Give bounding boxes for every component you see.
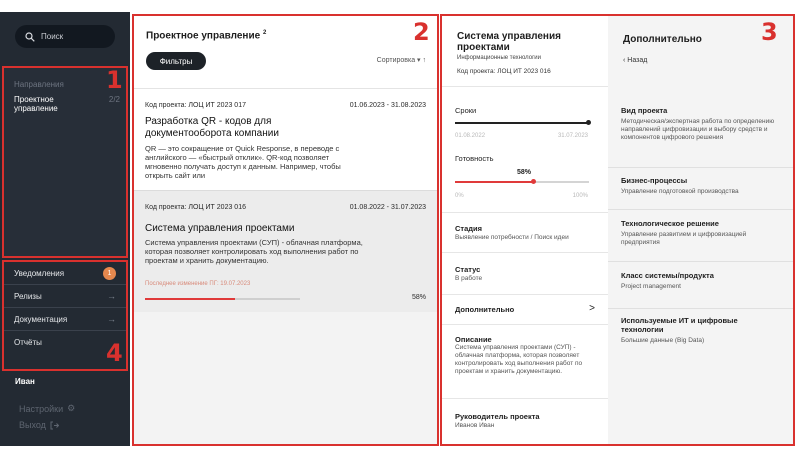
divider [442, 86, 608, 87]
info-heading: Бизнес-процессы [621, 176, 688, 185]
search-icon [25, 32, 35, 42]
divider [442, 252, 608, 253]
readiness-value: 58% [517, 169, 532, 176]
card-progress-bar [145, 298, 300, 300]
chevron-right-icon: > [589, 303, 595, 314]
info-heading: Технологическое решение [621, 219, 719, 228]
sidebar-item-label: Проектное управление [14, 95, 58, 113]
menu-item-label: Отчёты [14, 338, 42, 347]
sidebar-item-count: 2/2 [108, 95, 120, 104]
detail-subtitle: Информационные технологии [457, 55, 541, 61]
annotation-number-4: 4 [106, 339, 123, 367]
readiness-slider[interactable] [455, 181, 589, 183]
info-value: Управление подготовкой производства [621, 188, 739, 195]
project-detail-panel [441, 14, 607, 446]
additional-info-panel [608, 14, 794, 446]
logout-icon [50, 421, 59, 430]
info-heading: Класс системы/продукта [621, 271, 714, 280]
menu-item-label: Уведомления [14, 268, 65, 278]
page-title-text: Проектное управление [146, 30, 261, 42]
card-title: Система управления проектами [145, 223, 295, 234]
annotation-number-2: 2 [413, 18, 430, 46]
info-heading: Используемые ИТ и цифровые технологии [621, 316, 738, 334]
page-title-count: 2 [262, 30, 267, 36]
project-list-panel [133, 14, 438, 446]
arrow-right-icon: → [107, 314, 116, 324]
detail-code: Код проекта: ЛОЦ ИТ 2023 016 [457, 68, 551, 75]
arrow-right-icon: → [107, 291, 116, 301]
deadline-label: Сроки [455, 106, 477, 115]
scale-max: 100% [572, 193, 588, 199]
info-item-business-processes [608, 176, 794, 210]
divider [442, 324, 608, 325]
sidebar-item-project-management[interactable] [14, 95, 120, 113]
info-value: Project management [621, 283, 681, 290]
back-button[interactable]: ‹ Назад [623, 57, 648, 64]
section-label: Направления [14, 80, 64, 89]
gear-icon: ⚙ [67, 403, 76, 413]
extra-title: Дополнительно [623, 34, 702, 45]
logout-label: Выход [19, 420, 46, 430]
settings-label: Настройки [19, 403, 64, 414]
menu-item-documentation[interactable] [4, 308, 126, 331]
card-title: Разработка QR - кодов для документооборота компании [145, 116, 279, 139]
info-item-tech-solution [608, 219, 794, 262]
notification-badge: 1 [103, 267, 116, 280]
info-value: Методическая/экспертная работа по определению направлений цифровизации и выбору средств и компонентов цифрового решения [621, 118, 775, 141]
scale-min: 0% [455, 193, 464, 199]
more-label: Дополнительно [455, 305, 515, 314]
stage-value: Выявление потребности / Поиск идеи [455, 234, 569, 241]
status-value: В работе [455, 275, 483, 282]
menu-item-releases[interactable] [4, 285, 126, 308]
logout-link[interactable] [19, 420, 59, 430]
divider [442, 294, 608, 295]
readiness-label: Готовность [455, 154, 494, 163]
info-value: Большие данные (Big Data) [621, 337, 705, 344]
search-placeholder: Поиск [41, 32, 64, 41]
card-code: Код проекта: ЛОЦ ИТ 2023 017 [145, 102, 246, 109]
card-code: Код проекта: ЛОЦ ИТ 2023 016 [145, 204, 246, 211]
card-dates: 01.08.2022 - 31.07.2023 [349, 204, 426, 211]
sort-dropdown[interactable]: Сортировка ▾ ↑ [376, 57, 426, 64]
page-title [146, 30, 266, 41]
card-progress-percent: 58% [411, 294, 426, 301]
info-item-system-class [608, 271, 794, 309]
card-last-updated: Последнее изменение ПГ: 19.07.2023 [145, 281, 251, 287]
divider [442, 398, 608, 399]
readiness-handle[interactable] [531, 179, 536, 184]
description-value: Система управления проектами (СУП) - облачная платформа, которая позволяет контролировать ход выполнения работ по проектам и хранить документацию. [455, 344, 583, 375]
detail-title: Система управления проектами [457, 31, 561, 53]
card-dates: 01.06.2023 - 31.08.2023 [349, 102, 426, 109]
menu-item-notifications[interactable] [4, 262, 126, 285]
filters-button[interactable]: Фильтры [146, 52, 206, 70]
directions-section [4, 66, 126, 258]
list-header [133, 14, 438, 88]
settings-link[interactable] [19, 403, 75, 414]
description-label: Описание [455, 335, 492, 344]
manager-value: Иванов Иван [455, 422, 495, 429]
deadline-start: 01.08.2022 [455, 133, 486, 139]
deadline-track [455, 122, 589, 124]
readiness-fill [455, 181, 533, 183]
status-label: Статус [455, 265, 481, 274]
search-input[interactable] [15, 25, 115, 48]
card-progress-fill [145, 298, 235, 300]
divider [442, 212, 608, 213]
menu-item-label: Релизы [14, 291, 42, 301]
deadline-end: 31.07.2023 [557, 133, 588, 139]
deadline-marker [586, 120, 591, 125]
user-name: Иван [15, 377, 35, 386]
annotation-number-3: 3 [761, 18, 778, 46]
info-item-project-type [608, 106, 794, 168]
info-value: Управление развитием и цифровизацией предприятия [621, 231, 747, 246]
menu-item-label: Документация [14, 314, 68, 324]
info-item-technologies [608, 316, 794, 356]
project-card-selected[interactable] [133, 190, 438, 312]
card-description: QR — это сокращение от Quick Response, в переводе с английского — «быстрый отклик». QR-код позволяет мгновенно получать доступ к данным. Например, чтобы открыть сайт или [145, 144, 341, 180]
card-description: Система управления проектами (СУП) - облачная платформа, которая позволяет контролировать ход выполнения работ по проектам и хранить документацию. [145, 238, 363, 265]
info-heading: Вид проекта [621, 106, 668, 115]
annotation-number-1: 1 [106, 66, 123, 94]
stage-label: Стадия [455, 224, 483, 233]
manager-label: Руководитель проекта [455, 412, 540, 421]
project-card[interactable] [133, 88, 438, 190]
